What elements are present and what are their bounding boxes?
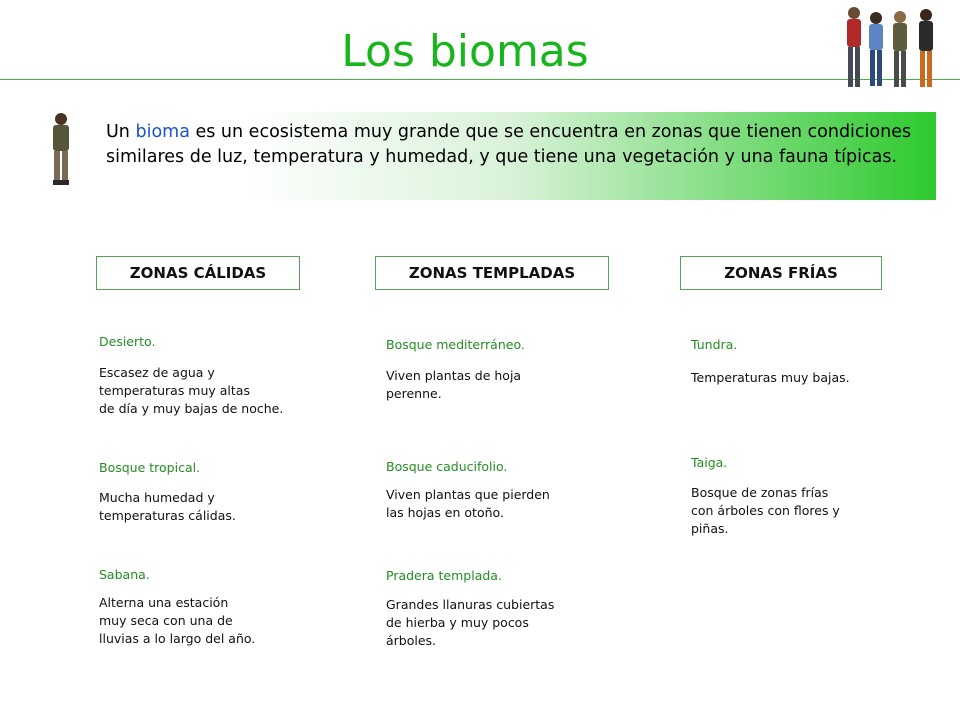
biome-bosque-tropical-desc: Mucha humedad y temperaturas cálidas. [99,490,236,523]
zone-templadas-header: ZONAS TEMPLADAS [375,256,609,290]
biome-bosque-caducifolio-desc: Viven plantas que pierden las hojas en otoño. [386,487,550,520]
standing-boy-photo [44,112,78,186]
biome-taiga-desc: Bosque de zonas frías con árboles con flores y piñas. [691,485,840,536]
biome-tundra-name: Tundra. [691,337,738,352]
title-divider [0,79,960,80]
biome-bosque-caducifolio-name: Bosque caducifolio. [386,459,508,474]
biome-desierto-name: Desierto. [99,334,156,349]
biome-sabana-desc: Alterna una estación muy seca con una de lluvias a lo largo del año. [99,595,256,646]
group-of-teenagers-photo [836,2,946,92]
zone-calidas-header: ZONAS CÁLIDAS [96,256,300,290]
intro-prefix: Un [106,122,136,142]
intro-text: es un ecosistema muy grande que se encuentra en zonas que tienen condiciones similares de luz, temperatura y humedad, y que tiene una vegetación y una fauna típicas. [106,122,912,167]
bioma-keyword: bioma [135,122,190,142]
biome-sabana-name: Sabana. [99,567,150,582]
biome-tundra-desc: Temperaturas muy bajas. [691,370,850,385]
biome-bosque-tropical-name: Bosque tropical. [99,460,201,475]
biome-bosque-mediterraneo-desc: Viven plantas de hoja perenne. [386,368,522,401]
biome-taiga-name: Taiga. [691,455,728,470]
biome-pradera-templada-desc: Grandes llanuras cubiertas de hierba y muy pocos árboles. [386,597,555,648]
intro-definition [106,120,936,170]
page-title: Los biomas [341,26,589,77]
zone-frias-header: ZONAS FRÍAS [680,256,882,290]
biome-bosque-mediterraneo-name: Bosque mediterráneo. [386,337,525,352]
biome-pradera-templada-name: Pradera templada. [386,568,502,583]
biome-desierto-desc: Escasez de agua y temperaturas muy altas de día y muy bajas de noche. [99,365,284,416]
